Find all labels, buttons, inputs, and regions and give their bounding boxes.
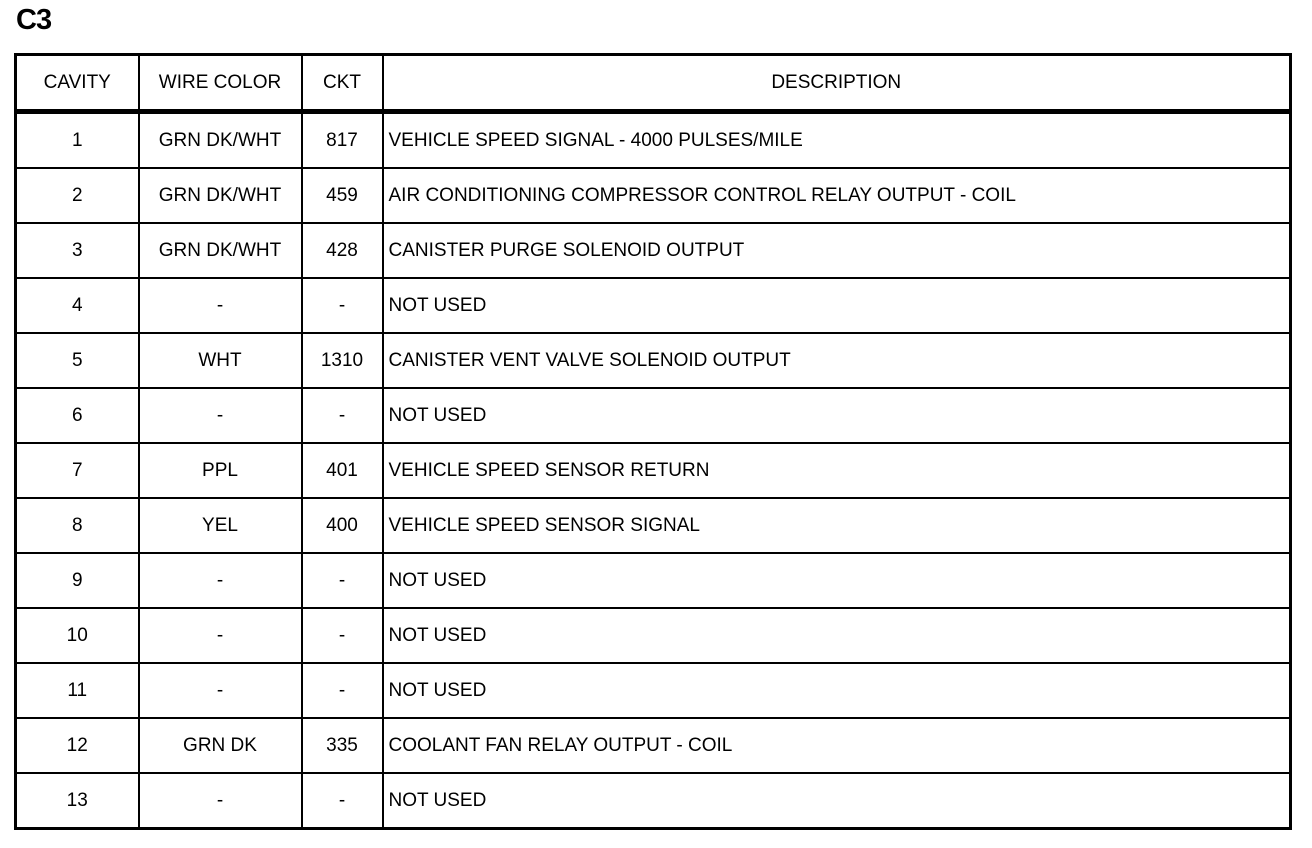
cavity-cell: 9 — [16, 553, 139, 608]
table-row — [16, 773, 1291, 829]
ckt-cell: 401 — [302, 443, 383, 498]
ckt-cell: 400 — [302, 498, 383, 553]
cavity-cell: 1 — [16, 112, 139, 169]
table-row — [16, 168, 1291, 223]
description-cell: NOT USED — [383, 278, 1291, 333]
description-cell: NOT USED — [383, 553, 1291, 608]
wire-color-cell: - — [139, 773, 302, 829]
cavity-cell: 13 — [16, 773, 139, 829]
table-row — [16, 278, 1291, 333]
description-cell: CANISTER VENT VALVE SOLENOID OUTPUT — [383, 333, 1291, 388]
cavity-cell: 10 — [16, 608, 139, 663]
ckt-cell: - — [302, 608, 383, 663]
ckt-cell: - — [302, 773, 383, 829]
description-cell: COOLANT FAN RELAY OUTPUT - COIL — [383, 718, 1291, 773]
ckt-cell: 428 — [302, 223, 383, 278]
ckt-cell: 459 — [302, 168, 383, 223]
header-ckt: CKT — [302, 55, 383, 112]
table-row — [16, 498, 1291, 553]
table-row — [16, 663, 1291, 718]
cavity-cell: 8 — [16, 498, 139, 553]
cavity-cell: 4 — [16, 278, 139, 333]
wire-color-cell: YEL — [139, 498, 302, 553]
table-row — [16, 112, 1291, 169]
ckt-cell: - — [302, 278, 383, 333]
description-cell: VEHICLE SPEED SIGNAL - 4000 PULSES/MILE — [383, 112, 1291, 169]
description-cell: NOT USED — [383, 608, 1291, 663]
description-cell: NOT USED — [383, 663, 1291, 718]
ckt-cell: 817 — [302, 112, 383, 169]
cavity-cell: 6 — [16, 388, 139, 443]
ckt-cell: - — [302, 663, 383, 718]
cavity-cell: 12 — [16, 718, 139, 773]
connector-title: C3 — [16, 4, 52, 36]
cavity-cell: 7 — [16, 443, 139, 498]
table-row — [16, 333, 1291, 388]
ckt-cell: 335 — [302, 718, 383, 773]
ckt-cell: 1310 — [302, 333, 383, 388]
description-cell: VEHICLE SPEED SENSOR RETURN — [383, 443, 1291, 498]
wire-color-cell: - — [139, 553, 302, 608]
table-row — [16, 718, 1291, 773]
wire-color-cell: GRN DK/WHT — [139, 112, 302, 169]
table-row — [16, 443, 1291, 498]
table-row — [16, 223, 1291, 278]
ckt-cell: - — [302, 553, 383, 608]
description-cell: NOT USED — [383, 773, 1291, 829]
header-wire-color: WIRE COLOR — [139, 55, 302, 112]
wire-color-cell: PPL — [139, 443, 302, 498]
description-cell: AIR CONDITIONING COMPRESSOR CONTROL RELAY OUTPUT - COIL — [383, 168, 1291, 223]
wire-color-cell: GRN DK — [139, 718, 302, 773]
cavity-cell: 3 — [16, 223, 139, 278]
cavity-cell: 5 — [16, 333, 139, 388]
cavity-cell: 11 — [16, 663, 139, 718]
wire-color-cell: WHT — [139, 333, 302, 388]
ckt-cell: - — [302, 388, 383, 443]
wire-color-cell: GRN DK/WHT — [139, 223, 302, 278]
header-cavity: CAVITY — [16, 55, 139, 112]
wire-color-cell: - — [139, 663, 302, 718]
wire-color-cell: - — [139, 388, 302, 443]
wire-color-cell: - — [139, 608, 302, 663]
wire-color-cell: GRN DK/WHT — [139, 168, 302, 223]
cavity-cell: 2 — [16, 168, 139, 223]
table-header-row — [16, 55, 1291, 112]
description-cell: CANISTER PURGE SOLENOID OUTPUT — [383, 223, 1291, 278]
description-cell: NOT USED — [383, 388, 1291, 443]
description-cell: VEHICLE SPEED SENSOR SIGNAL — [383, 498, 1291, 553]
header-description: DESCRIPTION — [383, 55, 1291, 112]
table-body — [16, 112, 1291, 829]
table-row — [16, 388, 1291, 443]
table-row — [16, 553, 1291, 608]
wire-color-cell: - — [139, 278, 302, 333]
pinout-table — [14, 53, 1292, 830]
table-row — [16, 608, 1291, 663]
